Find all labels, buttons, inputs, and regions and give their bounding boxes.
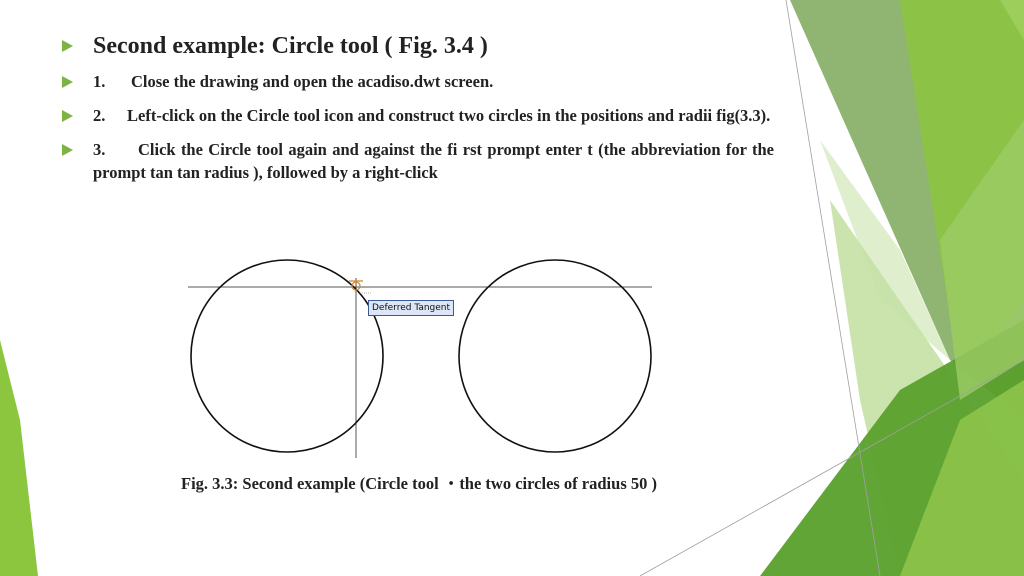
list-item bbox=[62, 104, 774, 127]
item-number: 3. bbox=[93, 140, 106, 159]
deferred-tangent-tooltip: Deferred Tangent bbox=[368, 300, 454, 316]
title-row bbox=[62, 26, 774, 66]
bullet-arrow-icon bbox=[62, 40, 73, 52]
right-circle bbox=[459, 260, 651, 452]
list-item bbox=[62, 70, 774, 93]
cad-figure bbox=[186, 248, 656, 458]
bullet-arrow-icon bbox=[62, 110, 73, 122]
left-circle bbox=[191, 260, 383, 452]
figure-caption: Fig. 3.3: Second example (Circle tool ・the two circles of radius 50 ) bbox=[181, 474, 657, 493]
item-number: 2. bbox=[93, 106, 106, 125]
item-text: Left-click on the Circle tool icon and construct two circles in the positions and radii fig(3.3). bbox=[127, 106, 771, 125]
item-number: 1. bbox=[93, 72, 106, 91]
list-item bbox=[62, 138, 774, 184]
slide-content bbox=[62, 26, 774, 184]
item-text: Click the Circle tool again and against the fi rst prompt enter t (the abbreviation for the prompt tan tan radius ), followed by a right-click bbox=[93, 140, 774, 182]
bullet-arrow-icon bbox=[62, 144, 73, 156]
item-text: Close the drawing and open the acadiso.dwt screen. bbox=[131, 72, 494, 91]
bullet-arrow-icon bbox=[62, 76, 73, 88]
cad-drawing bbox=[186, 248, 656, 458]
slide-title: Second example: Circle tool ( Fig. 3.4 ) bbox=[93, 33, 488, 59]
